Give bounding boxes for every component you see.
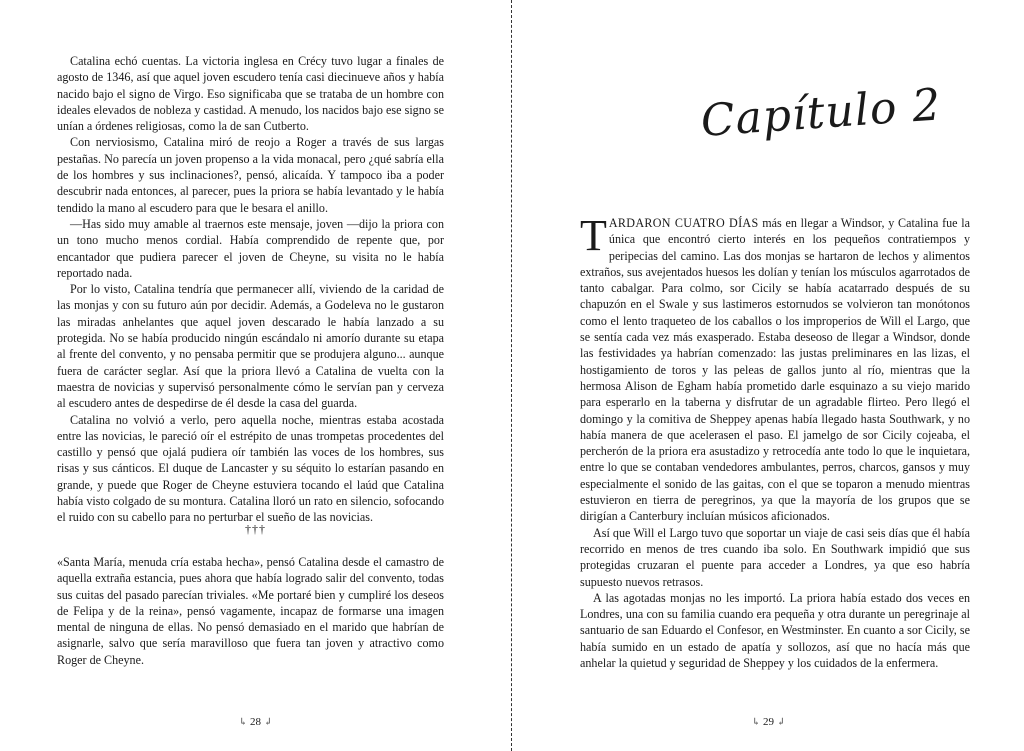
page-number-value: 29	[763, 716, 774, 728]
lead-in: ARDARON CUATRO DÍAS	[608, 216, 759, 230]
curl-right-icon: ↲	[263, 717, 273, 728]
drop-cap: T	[580, 211, 607, 260]
paragraph: —Has sido muy amable al traernos este mensaje, joven —dijo la priora con un tono mucho menos cordial. Había comprendido de repente que, por encantador que pudiera parecer el joven de Cheyne, su visita no le había reportado nada.	[57, 216, 444, 280]
paragraph: Por lo visto, Catalina tendría que permanecer allí, viviendo de la caridad de las monjas y con su futuro aún por decidir. Además, a Godeleva no le gustaron las miradas anhelantes que aquel joven descarado le había lanzado a su protegida. No se había producido ningún escándalo ni amorío durante su etapa al frente del convento, y no pensaba permitir que se produjera alguno... aunque fuera de carácter seglar. Así que la priora llevó a Catalina de vuelta con la maestra de novicias y supervisó personalmente cómo le servían pan y cerveza al escudero antes de despedirse de él desde la casa del guarda.	[57, 282, 444, 411]
paragraph	[580, 211, 970, 525]
paragraph: Catalina echó cuentas. La victoria inglesa en Crécy tuvo lugar a finales de agosto de 1346, así que aquel joven escudero tenía casi diecinueve años y había nacido bajo el signo de Virgo. Eso significaba que se trataba de un hombre con ideales elevados de nobleza y castidad. A menudo, los nacidos bajo ese signo se unían a órdenes religiosas, como la de san Cutberto.	[57, 54, 444, 134]
section-break-ornament: †††	[245, 522, 266, 536]
curl-left-icon: ↳	[238, 717, 248, 728]
paragraph: «Santa María, menuda cría estaba hecha», pensó Catalina desde el camastro de aquella extraña estancia, pues ahora que había logrado salir del convento, todas sus cuitas del pasado parecían triviales. «Me portaré bien y cumpliré los deseos de Felipa y de la reina», pensó vagamente, incapaz de formarse una imagen mental de ninguna de ellas. No pensó demasiado en el marido que habrían de asignarle, salvo que sería maravilloso que fuera tan joven y atractivo como Roger de Cheyne.	[57, 555, 444, 667]
paragraph: Catalina no volvió a verlo, pero aquella noche, mientras estaba acostada entre las novicias, le pareció oír el estrépito de unas trompetas procedentes del castillo y pensó que ojalá pudiera oír también las voces de los hombres, sus risas y sus cánticos. El duque de Lancaster y su séquito lo estarían pasando en grande, y puede que Roger de Cheyne estuviera tocando el laúd que Catalina había visto colgado de su montura. Catalina lloró un rato en silencio, sofocando el ruido con su cabello para no perturbar el sueño de las novicias.	[57, 412, 444, 525]
left-page-body-2	[57, 554, 444, 668]
paragraph: Así que Will el Largo tuvo que soportar un viaje de casi seis días que él había recorrido en menos de tres cuando iba solo. En Southwark impidió que sus protegidas cruzaran el puente para acceder a Londres, ya que eso habría supuesto nuevos retrasos.	[580, 525, 970, 589]
curl-left-icon: ↳	[751, 717, 761, 728]
paragraph: A las agotadas monjas no les importó. La priora había estado dos veces en Londres, una con su familia cuando era pequeña y otra durante un peregrinaje al santuario de san Eduardo el Confesor, en Westminster. En cuanto a sor Cicily, se había sumido en un estado de apatía y sollozos, así que no hacía más que anhelar la quietud y seguridad de Sheppey y los cuidados de la enfermera.	[580, 590, 970, 671]
right-page	[513, 0, 1024, 751]
page-number	[513, 716, 1024, 728]
right-page-body	[580, 211, 970, 671]
paragraph-text: más en llegar a Windsor, y Catalina fue la única que encontró cierto interés en los pequeños contratiempos y peripecias del camino. Las dos monjas se hartaron de lechos y alimentos extraños, sus avejentados huesos les dolían y tenían los músculos agarrotados de tanto cabalgar. Para colmo, sor Cicily se había acatarrado después de su chapuzón en el Swale y sus lastimeros estornudos se volvieron tan monótonos como el lento traqueteo de los caballos o los improperios de Will el Largo, que se sentía cada vez más exasperado. Estaba deseoso de llegar a Windsor, donde las festividades ya habrían comenzado: las justas preliminares en las lizas, el hostigamiento de toros y las peleas de gallos junto al río, mientras que la hermosa Alison de Egham había prometido darle esquinazo a su viejo marido para esperarlo en la taberna y disfrutar de un agradable flirteo. Pero llegó el domingo y la comitiva de Sheppey apenas había llegado hasta Southwark, y no había manera de que acelerasen el paso. El jamelgo de sor Cicily cojeaba, el percherón de la priora era asustadizo y retrocedía ante todo lo que le inquietara, entre lo que se contaban vendedores ambulantes, perros, charcos, gansos y muy especialmente el sonido de las gaitas, con el que se toparon a menudo mientras estuvieron en tierra de peregrinos, ya que la mayoría de los grupos que se dirigían a Canterbury incluían músicos aficionados.	[580, 216, 970, 524]
curl-right-icon: ↲	[776, 717, 786, 728]
paragraph: Con nerviosismo, Catalina miró de reojo a Roger a través de sus largas pestañas. No parecía un joven propenso a la vida monacal, pero ¿qué sabría ella de los hombres y sus inclinaciones?, pensó, alicaída. Y tampoco iba a poder descubrir nada entonces, al parecer, pues la priora se había levantado y le había tendido la mano al escudero para que le besara el anillo.	[57, 135, 444, 215]
page-number-value: 28	[250, 716, 261, 728]
chapter-title: Capítulo 2	[699, 79, 943, 147]
left-page	[0, 0, 511, 751]
page-divider	[511, 0, 512, 751]
page-number	[0, 716, 511, 728]
left-page-body	[57, 53, 444, 526]
